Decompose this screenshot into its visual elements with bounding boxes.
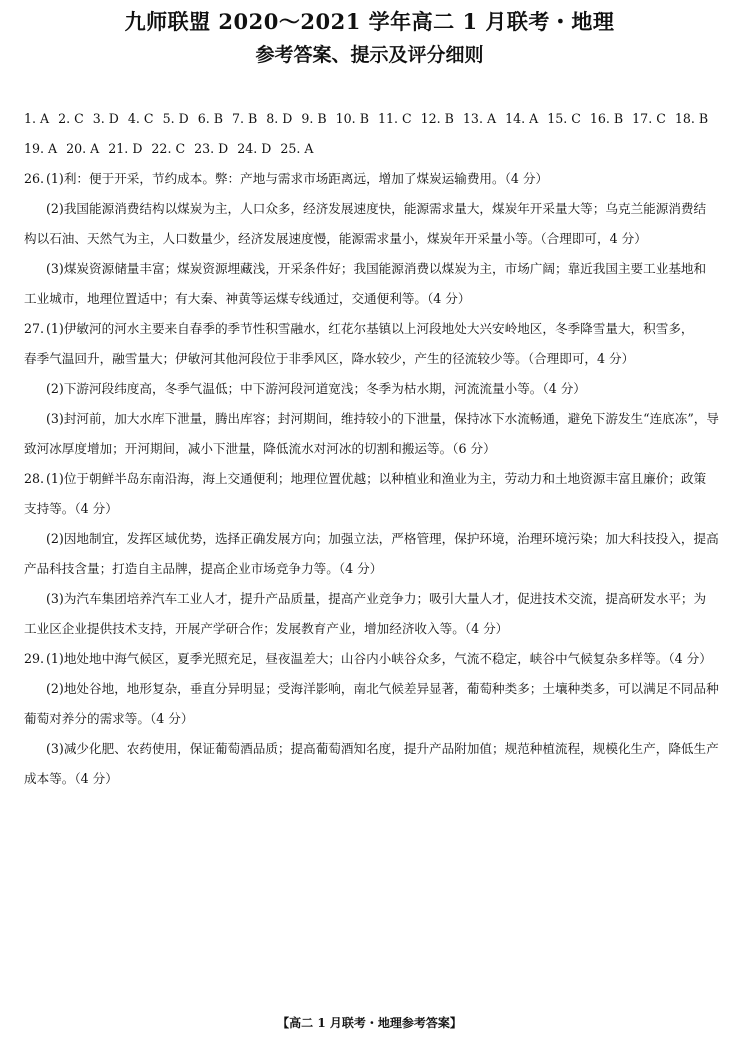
choice-answer: 23. D (194, 141, 229, 156)
page-title: 九师联盟 2020～2021 学年高二 1 月联考・地理 (124, 9, 615, 34)
choice-answer: 19. A (24, 141, 58, 156)
choice-answer: 4. C (127, 111, 154, 126)
choice-answer: 21. D (108, 141, 143, 156)
choice-answer: 5. D (162, 111, 189, 126)
question-number: 27. (24, 321, 45, 336)
choice-answer: 10. B (335, 111, 369, 126)
choice-answer: 14. A (505, 111, 539, 126)
page-subtitle: 参考答案、提示及评分细则 (255, 44, 484, 66)
question-first-line (24, 464, 719, 494)
question-first-line (24, 314, 719, 344)
answer-text-line: (2)我国能源消费结构以煤炭为主，人口众多，经济发展速度快，能源需求量大，煤炭年开采量大等；乌克兰能源消费结 (46, 201, 707, 216)
answer-text-line: (3)为汽车集团培养汽车工业人才，提升产品质量，提高产业竞争力；吸引大量人才，促进技术交流，提高研发水平；为 (46, 591, 707, 606)
answer-text: (1)伊敏河的河水主要来自春季的季节性积雪融水，红花尔基镇以上河段地处大兴安岭地区，冬季降雪量大，积雪多， (46, 321, 694, 336)
choice-answer: 24. D (237, 141, 272, 156)
choice-answer: 12. B (420, 111, 454, 126)
choice-answer: 6. B (197, 111, 223, 126)
choice-answer: 11. C (377, 111, 412, 126)
choice-answer: 9. B (301, 111, 327, 126)
question-block (24, 164, 719, 314)
choice-answers-row-1 (24, 104, 719, 134)
answer-text-line: (2)地处谷地，地形复杂，垂直分异明显；受海洋影响，南北气候差异显著，葡萄种类多；土壤种类多，可以满足不同品种 (46, 681, 719, 696)
question-first-line (24, 644, 719, 674)
answer-text-line: 支持等。（4 分） (24, 501, 118, 516)
question-number: 28. (24, 471, 45, 486)
answer-text-line: 致河冰厚度增加；开河期间，减小下泄量，降低流水对河冰的切割和搬运等。（6 分） (24, 441, 496, 456)
question-number: 26. (24, 171, 45, 186)
choice-answer: 20. A (66, 141, 100, 156)
choice-answer: 1. A (24, 111, 50, 126)
choice-answer: 25. A (280, 141, 314, 156)
answer-text-line: (3)煤炭资源储量丰富；煤炭资源埋藏浅，开采条件好；我国能源消费以煤炭为主，市场广阔；靠近我国主要工业基地和 (46, 261, 707, 276)
answer-text: (1)位于朝鲜半岛东南沿海，海上交通便利；地理位置优越；以种植业和渔业为主，劳动力和土地资源丰富且廉价；政策 (46, 471, 707, 486)
answer-text-line: (2)下游河段纬度高，冬季气温低；中下游河段河道宽浅；冬季为枯水期，河流流量小等。（4 分） (46, 381, 586, 396)
answer-text-line: 春季气温回升，融雪量大；伊敏河其他河段位于非季风区，降水较少，产生的径流较少等。（合理即可，4 分） (24, 351, 635, 366)
page-footer: 【高二 1 月联考・地理参考答案】 (277, 1016, 462, 1030)
choice-answer: 15. C (547, 111, 581, 126)
answer-text-line: 构以石油、天然气为主，人口数量少，经济发展速度慢，能源需求量小，煤炭年开采量小等。（合理即可，4 分） (24, 231, 647, 246)
answer-text: (1)利：便于开采，节约成本。弊：产地与需求市场距离远，增加了煤炭运输费用。（4 分） (46, 171, 549, 186)
answer-text-line: 工业城市，地理位置适中；有大秦、神黄等运煤专线通过，交通便利等。（4 分） (24, 291, 471, 306)
answer-text-line: (2)因地制宜，发挥区域优势，选择正确发展方向；加强立法，严格管理，保护环境，治理环境污染；加大科技投入，提高 (46, 531, 719, 546)
question-block (24, 314, 719, 464)
answer-text-line: 葡萄对养分的需求等。（4 分） (24, 711, 194, 726)
answer-text: (1)地处地中海气候区，夏季光照充足，昼夜温差大；山谷内小峡谷众多，气流不稳定，峡谷中气候复杂多样等。（4 分） (46, 651, 712, 666)
choice-answer: 7. B (231, 111, 258, 126)
choice-answer: 16. B (589, 111, 624, 126)
choice-answer: 8. D (266, 111, 293, 126)
choice-answer: 2. C (58, 111, 84, 126)
choice-answer: 18. B (674, 111, 709, 126)
answer-text-line: 工业区企业提供技术支持，开展产学研合作；发展教育产业，增加经济收入等。（4 分） (24, 621, 509, 636)
answer-text-line: (3)减少化肥、农药使用，保证葡萄酒品质；提高葡萄酒知名度，提升产品附加值；规范种植流程，规模化生产，降低生产 (46, 741, 719, 756)
question-block (24, 464, 719, 644)
answer-text-line: 成本等。（4 分） (24, 771, 118, 786)
answer-text-line: (3)封河前，加大水库下泄量，腾出库容；封河期间，维持较小的下泄量，保持冰下水流畅通，避免下游发生“连底冻”，导 (46, 411, 719, 426)
choice-answer: 13. A (462, 111, 497, 126)
choice-answer: 22. C (151, 141, 186, 156)
essay-questions (24, 164, 719, 794)
question-number: 29. (24, 651, 45, 666)
choice-answer: 17. C (632, 111, 666, 126)
question-block (24, 644, 719, 794)
answer-body (24, 104, 719, 794)
answer-text-line: 产品科技含量；打造自主品牌，提高企业市场竞争力等。（4 分） (24, 561, 383, 576)
choice-answer: 3. D (92, 111, 119, 126)
choice-answers-row-2 (24, 134, 719, 164)
question-first-line (24, 164, 719, 194)
